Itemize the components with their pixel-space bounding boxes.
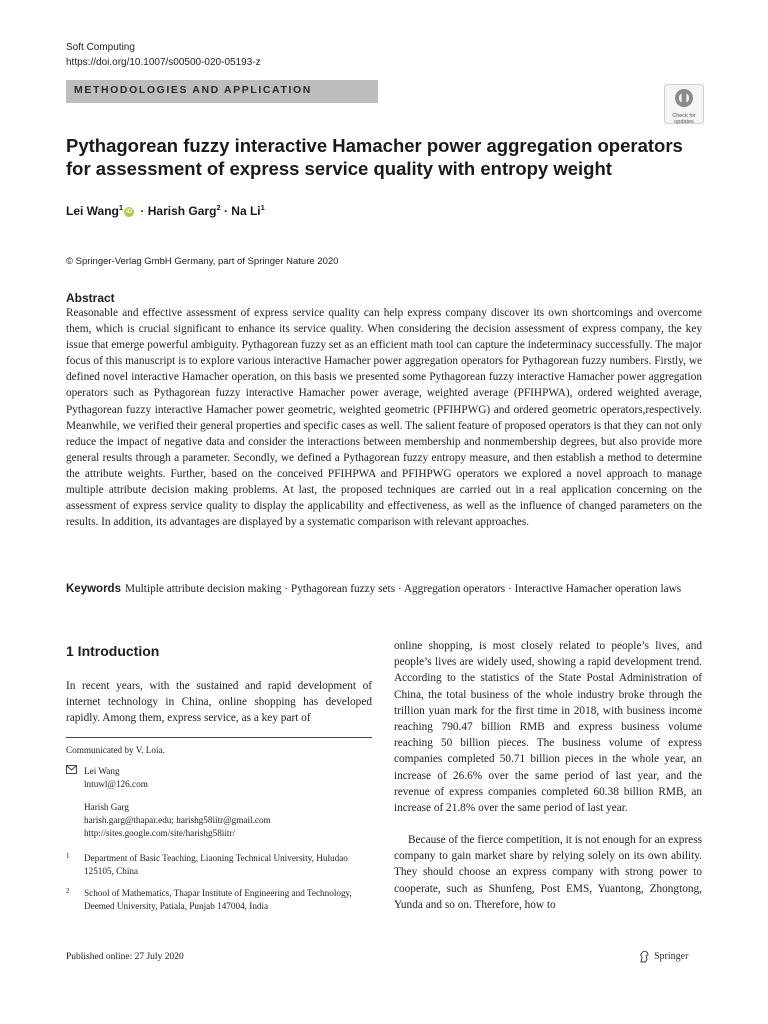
journal-header bbox=[66, 40, 261, 70]
contact-url[interactable]: http://sites.google.com/site/harishg58iitr/ bbox=[84, 828, 236, 839]
author-separator: · bbox=[137, 204, 148, 218]
journal-name: Soft Computing bbox=[66, 42, 135, 53]
author-separator: · bbox=[220, 204, 232, 218]
copyright-notice: © Springer-Verlag GmbH Germany, part of Springer Nature 2020 bbox=[66, 256, 339, 267]
keywords-label: Keywords bbox=[66, 583, 121, 595]
contact-name: Lei Wang bbox=[84, 766, 120, 777]
section-heading-introduction: 1 Introduction bbox=[66, 643, 160, 659]
communicated-by: Communicated by V. Loia. bbox=[66, 745, 165, 755]
abstract-text: Reasonable and effective assessment of express service quality can help express company discover its own shortcomings and overcome them, which is crucial significant to enhance its service quality. When considering the decision assessment of express company, the key issue that emerge powerful ambiguity. Pythagorean fuzzy set as an efficient math tool can capture the indeterminacy successfully. The major focus of this manuscript is to explore various interactive Hamacher power aggregation operators for Pythagorean fuzzy numbers. Firstly, we defined novel interactive Hamacher operation, on this basis we presented some Pythagorean fuzzy interactive Hamacher power aggregation operators such as Pythagorean fuzzy interactive Hamacher power average, weighted average (PFIHPWA), ordered weighted average, Pythagorean fuzzy interactive Hamacher power geometric, weighted geometric (PFIHPWG) and ordered geometric operators,respectively. Meanwhile, we verified their general properties and specific cases as well. The salient feature of proposed operators is that they can not only reduce the impact of negative data and consider the interactions between membership and nonmembership degrees, but also provide more general results through a parameter. Secondly, we defined a Pythagorean fuzzy entropy measure, and then establish a method to determine the attribute weights. Further, based on the conceived PFIHPWA and PFIHPWG operators we explored a novel approach to manage multiple attribute decision making problems. At last, the proposed techniques are carried out in a real application concerning on the assessment of express service quality to display the applicability and effectiveness, as well as the influence of changed parameters on the results. In addition, its advantages are displayed by a systematic comparison with relevant approaches. bbox=[66, 307, 702, 529]
abstract-heading: Abstract bbox=[66, 291, 115, 305]
footnotes bbox=[66, 744, 376, 913]
check-updates-label-1: Check for bbox=[672, 113, 696, 119]
springer-horse-icon bbox=[638, 950, 651, 963]
author-affiliation: 1 bbox=[118, 203, 124, 212]
affiliation-number: 2 bbox=[66, 886, 70, 895]
corresponding-author-block bbox=[66, 765, 376, 791]
footnote-divider bbox=[66, 737, 372, 738]
author-name[interactable]: Na Li bbox=[231, 204, 261, 218]
author-name[interactable]: Harish Garg bbox=[147, 204, 217, 218]
affiliation-text: Department of Basic Teaching, Liaoning Technical University, Huludao 125105, China bbox=[84, 853, 348, 877]
affiliation-number: 1 bbox=[66, 852, 70, 861]
contact-name: Harish Garg bbox=[84, 801, 129, 812]
author-list bbox=[66, 203, 265, 218]
check-updates-label-2: updates bbox=[674, 119, 694, 125]
contact-block bbox=[66, 801, 376, 841]
published-date: Published online: 27 July 2020 bbox=[66, 952, 184, 962]
body-paragraph: online shopping, is most closely related to people’s lives, and people’s lives are widely used, showing a rapid development trend. According to the statistics of the State Postal Administration of China, the total business of the whole industry broke through the trillion yuan mark for the first time in 2018, with business income reaching 790.47 billion RMB and express business volume reaching 50 billion pieces. The business volume of express companies completed 50.71 billion pieces in the whole year, an increase of 26.6% over the same period of last year, and the revenue of express companies completed 60.38 billion RMB, an increase of 21.8% over the same period of last year. bbox=[394, 640, 702, 815]
check-updates-icon bbox=[674, 88, 694, 108]
orcid-icon[interactable]: iD bbox=[126, 208, 133, 215]
body-paragraph: In recent years, with the sustained and rapid development of internet technology in China, online shopping has developed rapidly. Among them, express service, as a key part of bbox=[66, 680, 372, 725]
author-affiliation: 2 bbox=[216, 203, 221, 212]
affiliation-text: School of Mathematics, Thapar Institute of Engineering and Technology, Deemed University, Patiala, Punjab 147004, India bbox=[84, 887, 352, 911]
check-for-updates-badge[interactable] bbox=[664, 84, 704, 124]
author-affiliation: 1 bbox=[260, 203, 265, 212]
section-banner: METHODOLOGIES AND APPLICATION bbox=[66, 80, 378, 103]
article-title: Pythagorean fuzzy interactive Hamacher power aggregation operators for assessment of express service quality with entropy weight bbox=[66, 135, 683, 179]
contact-email[interactable]: lntuwl@126.com bbox=[84, 779, 148, 790]
envelope-icon bbox=[66, 765, 77, 778]
affiliation-footnote bbox=[66, 887, 376, 913]
publisher-logo bbox=[638, 950, 688, 963]
doi-link[interactable]: https://doi.org/10.1007/s00500-020-05193-z bbox=[66, 57, 261, 68]
author-name[interactable]: Lei Wang bbox=[66, 204, 119, 218]
contact-email[interactable]: harish.garg@thapar.edu; harishg58iitr@gmail.com bbox=[84, 814, 271, 825]
keywords-section bbox=[66, 581, 702, 597]
body-paragraph: Because of the fierce competition, it is not enough for an express company to gain market share by relying solely on its own ability. They should choose an express company with strong power to cooperate, such as Shunfeng, Post EMS, Yuantong, Zhongtong, Yunda and so on. Therefore, how to bbox=[394, 834, 702, 911]
keywords-text: Multiple attribute decision making · Pythagorean fuzzy sets · Aggregation operators · Interactive Hamacher operation laws bbox=[124, 583, 682, 595]
affiliation-footnote bbox=[66, 852, 376, 878]
publisher-name: Springer bbox=[654, 951, 689, 962]
